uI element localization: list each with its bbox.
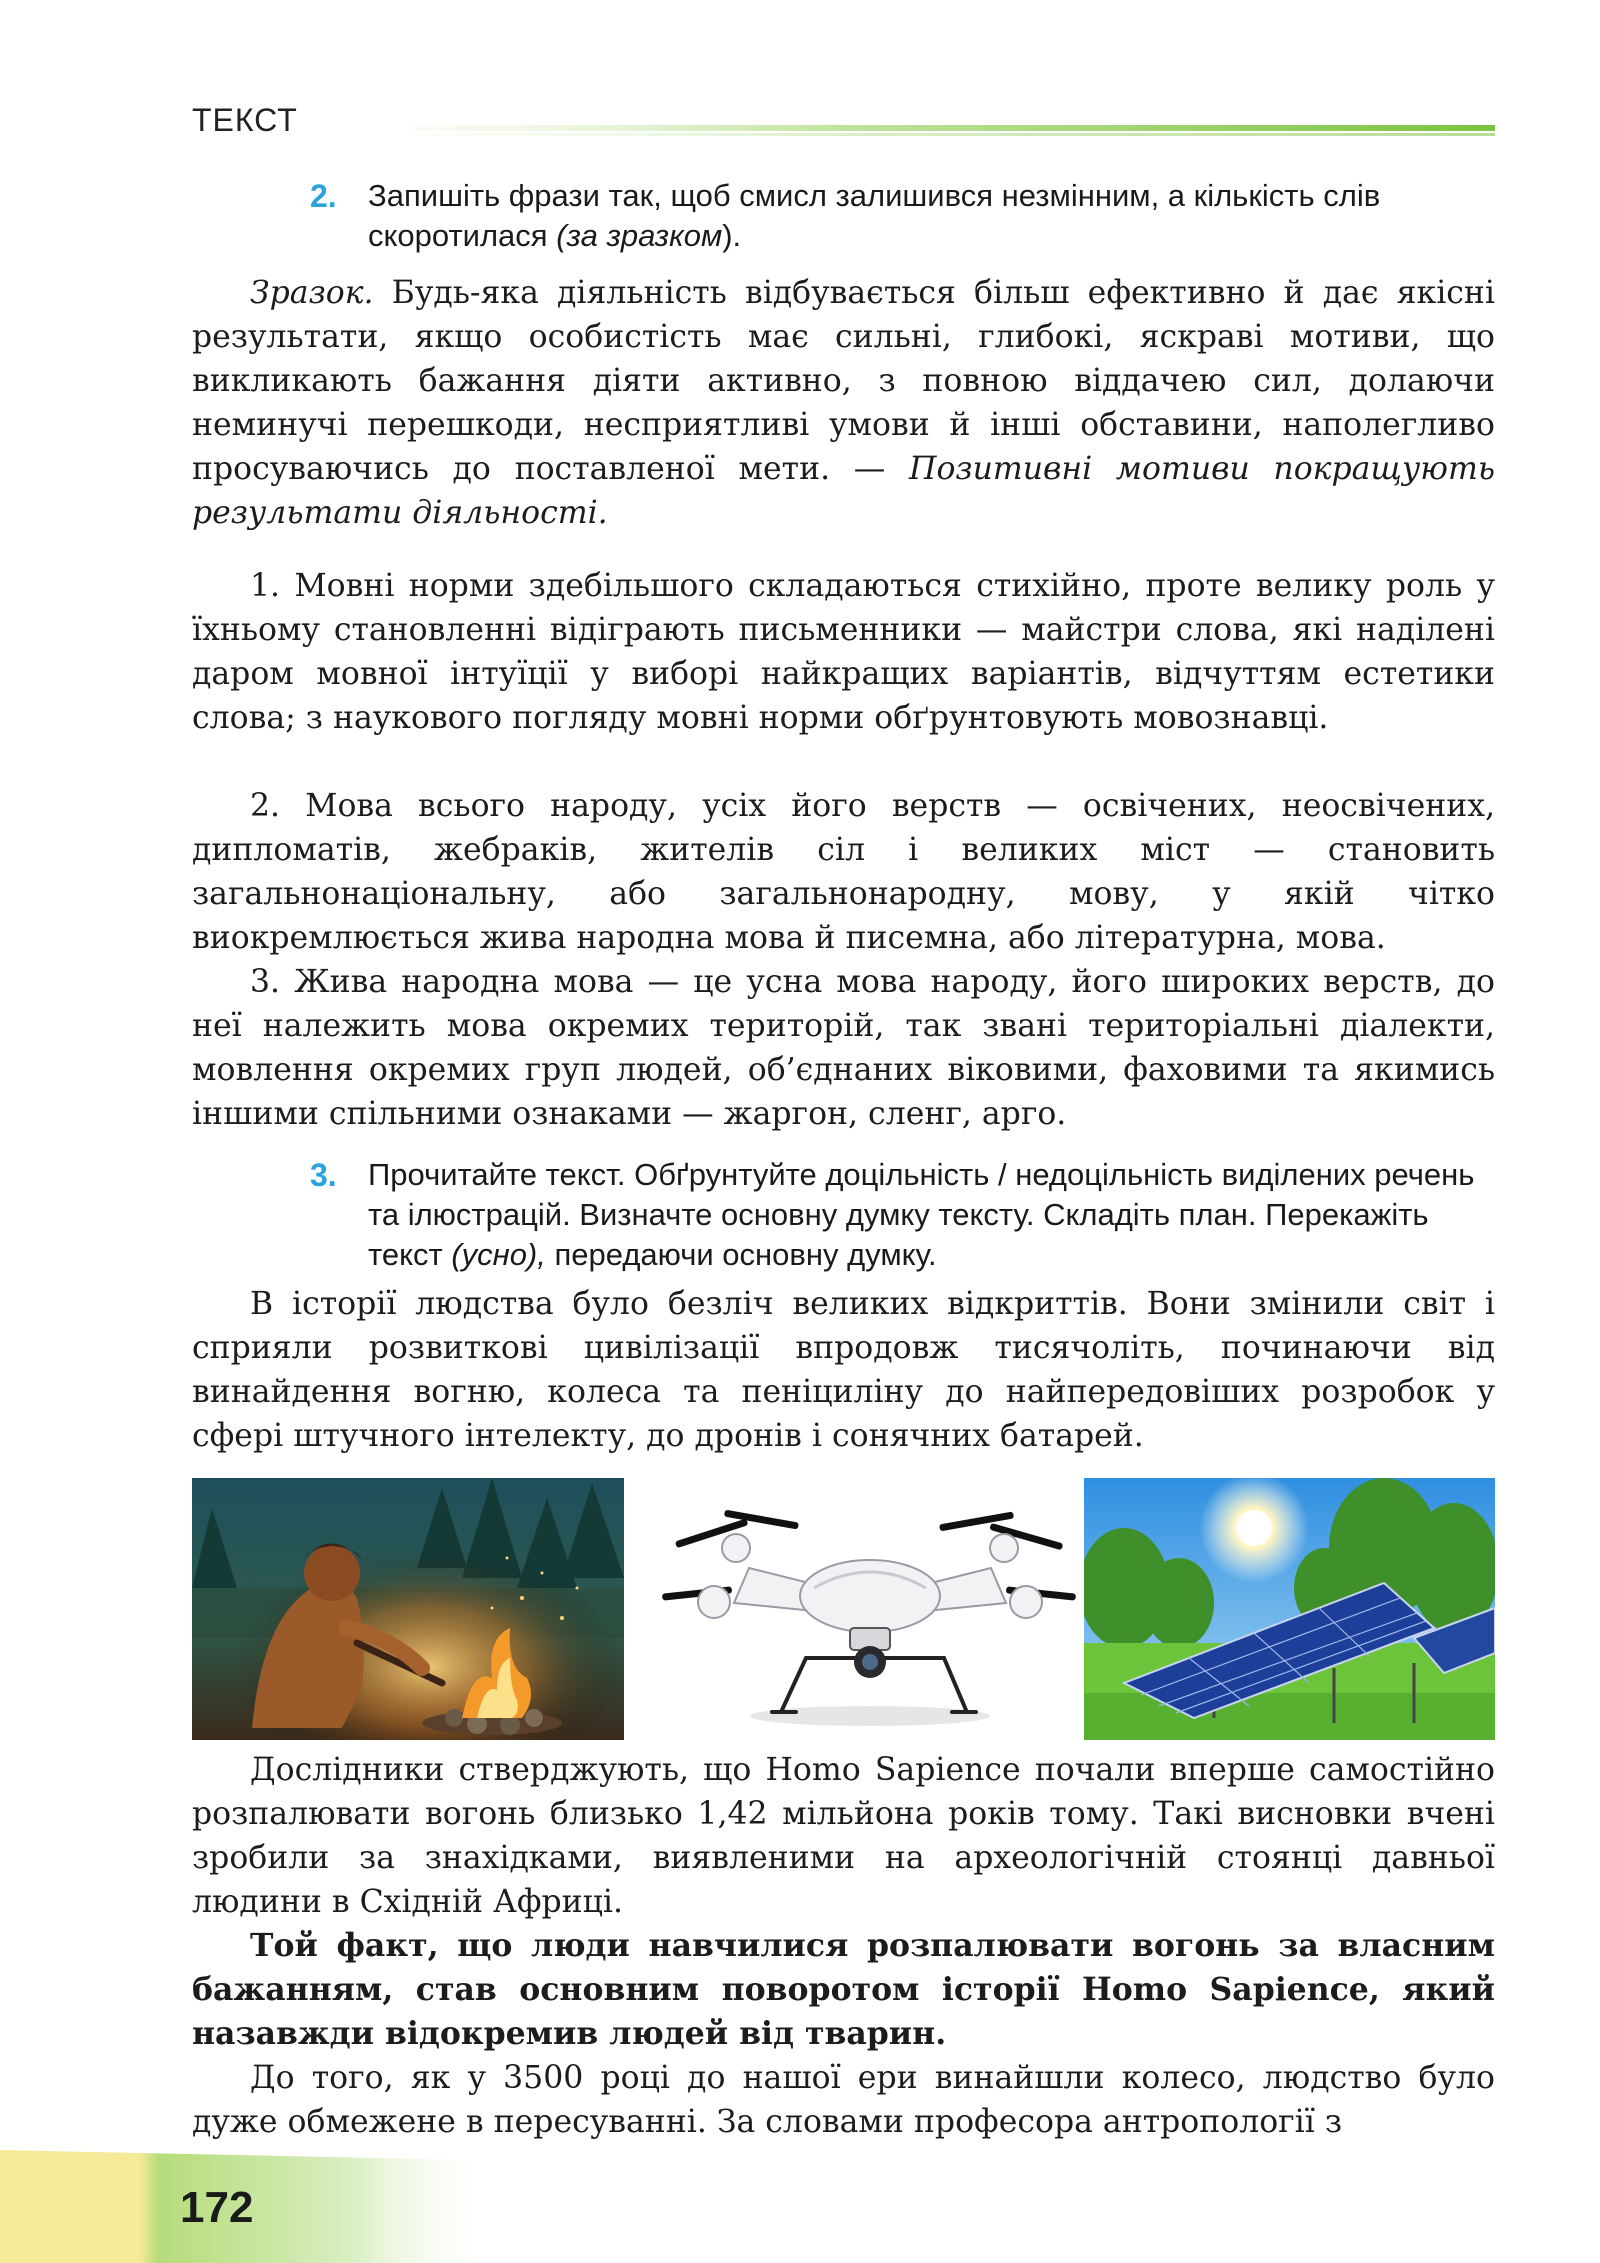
task-2 [310, 176, 1495, 256]
sample-label: Зразок. [250, 275, 374, 311]
caveman-fire-illustration [192, 1478, 624, 1740]
text-intro: В історії людства було безліч великих відкриттів. Вони змінили світ і сприяли розвиткові цивілізації впродовж тисячоліть, починаючи від винайдення вогню, колеса та пеніциліну до найпередовіших розробок у сфері штучного інтелекту, до дронів і сонячних батарей. [192, 1286, 1495, 1454]
sample-result: Позитивні мотиви покращують результати діяльності. [192, 451, 1495, 531]
task-number: 2. [310, 178, 337, 214]
section-label: ТЕКСТ [192, 102, 298, 138]
sample-paragraph: Зразок. Будь-яка діяльність відбувається більш ефективно й дає якісні результати, якщо особистість має сильні, глибокі, яскраві мотиви, що викликають бажання діяти активно, з повною віддачею сил, долаючи неминучі перешкоди, несприятливі умови й інші обставини, наполегливо просуваючись до поставленої мети. — Позитивні мотиви покращують результати діяльності. [192, 275, 1495, 531]
task-instructions: Прочитайте текст. Обґрунтуйте доцільність / недоцільність виділених речень та ілюстрацій. Визначте основну думку тексту. Складіть план. Перекажіть текст (усно), передаючи основну думку. [368, 1157, 1475, 1272]
exercise-item: 2. Мова всього народу, усіх його верств — освічених, неосвічених, дипломатів, жебраків, жителів сіл і великих міст — становить загальнонаціональну, або загальнонародну, мову, у якій чітко виокремлюється жива народна мова й писемна, або літературна, мова. [192, 788, 1495, 956]
task-3 [310, 1155, 1495, 1275]
solar-panels-illustration [1084, 1478, 1495, 1740]
text-research: Дослідники стверджують, що Homo Sapience почали вперше самостійно розпалювати вогонь близько 1,42 мільйона років тому. Такі висновки вчені зробили за знахідками, виявленими на археологічній стоянці давньої людини в Східній Африці. [192, 1752, 1495, 1920]
exercise-item: 3. Жива народна мова — це усна мова народу, його широких верств, до неї належить мова окремих територій, так звані територіальні діалекти, мовлення окремих груп людей, об’єднаних віковими, фаховими та якимись іншими спільними ознаками — жаргон, сленг, арго. [192, 964, 1495, 1132]
exercise-item: 1. Мовні норми здебільшого складаються стихійно, проте велику роль у їхньому становленні відіграють письменники — майстри слова, які наділені даром мовної інтуїції у виборі найкращих варіантів, відчуттям естетики слова; з наукового погляду мовні норми обґрунтовують мовознавці. [192, 568, 1495, 736]
text-wheel: До того, як у 3500 році до нашої ери винайшли колесо, людство було дуже обмежене в пересуванні. За словами професора антропології з [192, 2060, 1495, 2140]
page-number: 172 [180, 2183, 254, 2232]
footer-band [0, 2150, 520, 2263]
header-divider [415, 122, 1495, 138]
text-highlight: Той факт, що люди навчилися розпалювати вогонь за власним бажанням, став основним поворотом історії Homo Sapience, який назавжди відокремив людей від тварин. [192, 1927, 1495, 2052]
task-instructions: Запишіть фрази так, щоб смисл залишився незмінним, а кількість слів скоротилася (за зразком). [368, 178, 1381, 253]
drone-illustration [654, 1478, 1086, 1740]
task-number: 3. [310, 1157, 337, 1193]
